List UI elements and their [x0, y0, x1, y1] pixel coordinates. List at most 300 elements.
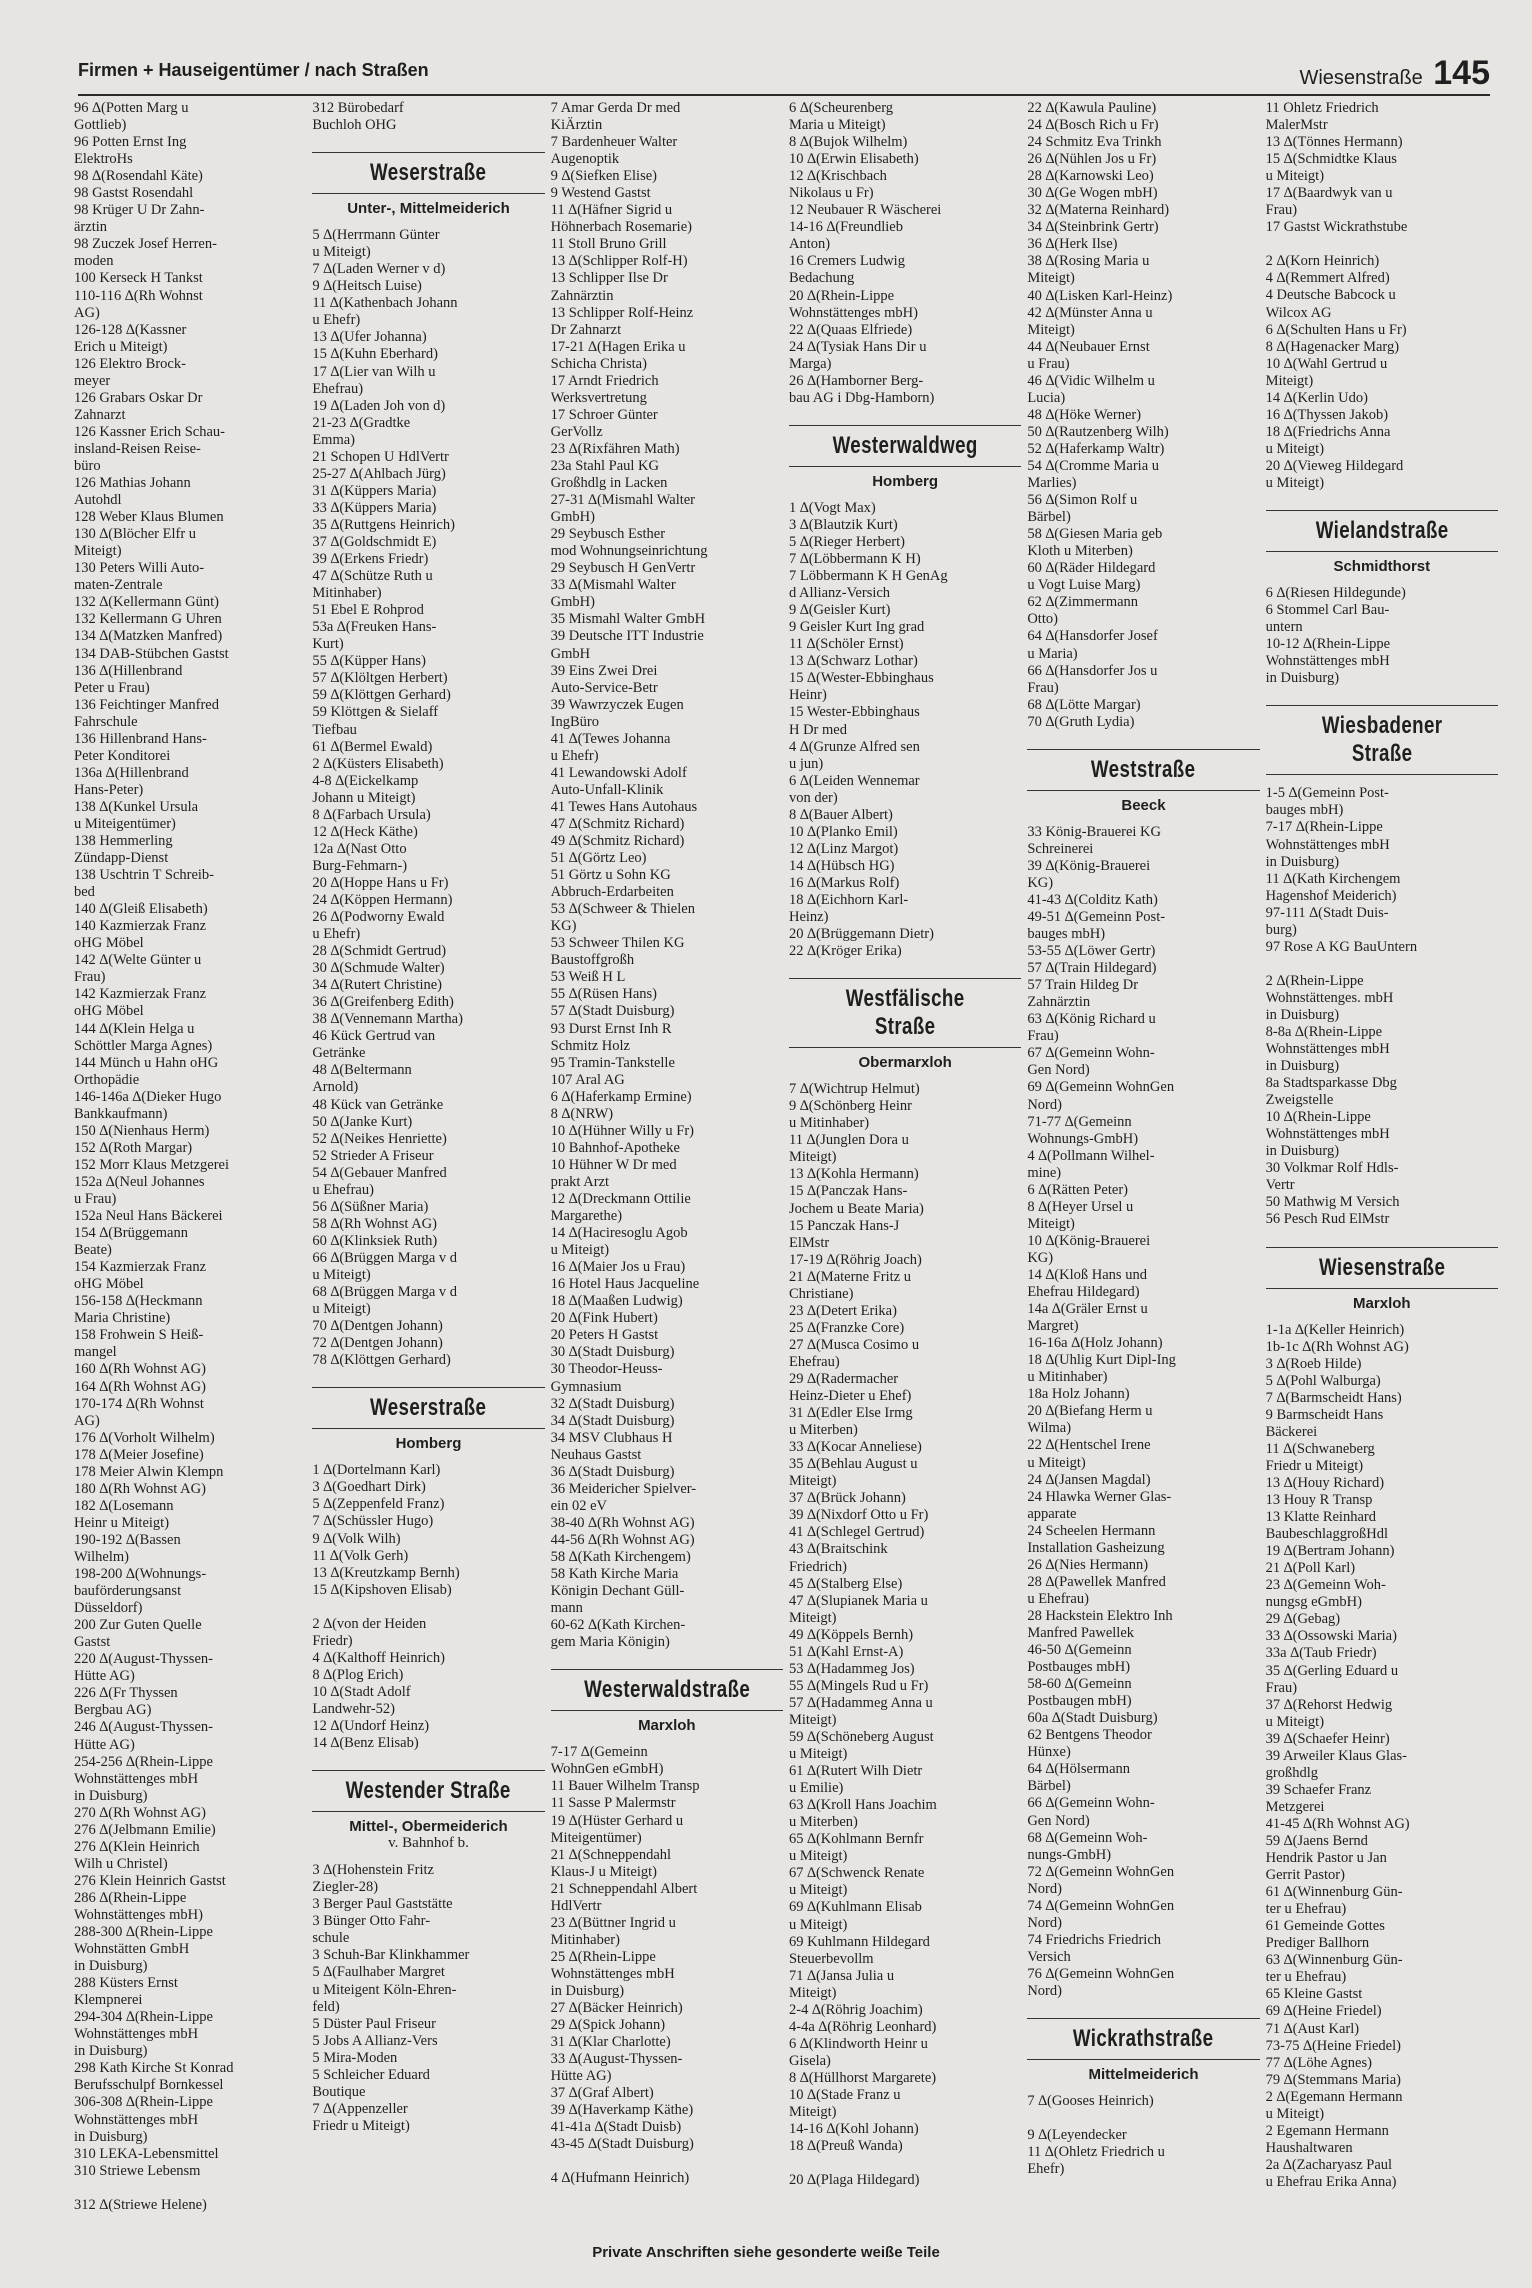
divider — [1027, 2059, 1259, 2060]
directory-entry-line: 7-17 ∆(Gemeinn — [550, 1744, 648, 1761]
directory-entry-line: 8 ∆(Heyer Ursel u — [1027, 1198, 1134, 1215]
directory-entry-line: 32 ∆(Stadt Duisburg) — [550, 1395, 675, 1412]
street-name: Westerwaldstraße — [583, 1676, 750, 1704]
directory-entry-line — [1266, 956, 1498, 973]
directory-entry-line: 19 ∆(Laden Joh von d) — [312, 397, 446, 414]
directory-entry-line: 136a ∆(Hillenbrand — [74, 764, 189, 781]
directory-entry-line: 11 Ohletz Friedrich — [1265, 100, 1379, 116]
directory-entry-line: 30 ∆(Stadt Duisburg) — [550, 1344, 675, 1361]
directory-entry-line: HdlVertr — [550, 1897, 602, 1914]
directory-entry-line: 6 ∆(Haferkamp Ermine) — [550, 1088, 692, 1105]
directory-entry-line: 33 ∆(Kocar Anneliese) — [788, 1439, 922, 1456]
directory-entry-line: 19 ∆(Hüster Gerhard u — [550, 1812, 684, 1829]
directory-entry-line: 70 ∆(Gruth Lydia) — [1027, 713, 1135, 730]
divider — [1027, 790, 1259, 791]
directory-entry-line: 30 ∆(Schmude Walter) — [312, 960, 445, 977]
directory-entry-line: 54 ∆(Cromme Maria u — [1027, 457, 1160, 474]
directory-entry-line: bau AG i Dbg-Hamborn) — [788, 389, 935, 406]
directory-entry-line: 35 Mismahl Walter GmbH — [550, 611, 706, 628]
directory-entry-line: 4-8 ∆(Eickelkamp — [312, 772, 419, 789]
directory-entry-line: 14-16 ∆(Freundlieb — [788, 219, 903, 236]
directory-entry-line: Ehefrau) — [788, 1353, 840, 1370]
section-note: v. Bahnhof b. — [388, 1835, 469, 1852]
directory-entry-line: 7 ∆(Laden Werner v d) — [312, 261, 446, 278]
directory-entry-line: Wohnstättenges mbH — [1265, 653, 1390, 670]
directory-entry-line: Werksvertretung — [550, 389, 647, 406]
directory-entry-line: 10 ∆(Wahl Gertrud u — [1265, 355, 1388, 372]
directory-entry-line: 39 ∆(König-Brauerei — [1027, 857, 1151, 874]
directory-entry-line: 8 ∆(NRW) — [550, 1105, 614, 1122]
divider — [312, 1428, 544, 1429]
directory-entry-line: 136 Feichtinger Manfred — [74, 696, 219, 713]
directory-entry-line: 13 Houy R Transp — [1265, 1492, 1373, 1509]
directory-entry-line: u Maria) — [1027, 645, 1078, 662]
directory-entry-line: 5 ∆(Zeppenfeld Franz) — [312, 1496, 445, 1513]
directory-entry-line: 11 Sasse P Malermstr — [550, 1795, 676, 1812]
directory-entry-line: Johann u Miteigt) — [312, 789, 416, 806]
directory-entry-line: gem Maria Königin) — [550, 1634, 670, 1651]
directory-entry-line: Miteigt) — [788, 1473, 837, 1490]
directory-entry-line: 36 ∆(Stadt Duisburg) — [550, 1463, 675, 1480]
directory-entry-line: 98 Zuczek Josef Herren- — [74, 236, 217, 253]
directory-entry-line: 294-304 ∆(Rhein-Lippe — [74, 2009, 213, 2026]
directory-entry-line: u Miteigent Köln-Ehren- — [312, 1981, 457, 1998]
directory-entry-line: 38 ∆(Vennemann Martha) — [312, 1011, 463, 1028]
directory-entry-line: Bergbau AG) — [74, 1702, 152, 1719]
directory-entry-line: 21 ∆(Poll Karl) — [1265, 1560, 1356, 1577]
directory-entry-line: u Vogt Luise Marg) — [1027, 577, 1141, 594]
directory-entry-line: Nord) — [1027, 1982, 1062, 1999]
divider — [312, 1770, 544, 1771]
directory-entry-line: 140 ∆(Gleiß Elisabeth) — [74, 901, 208, 918]
district-name: Marxloh — [638, 1717, 696, 1735]
district-name: Schmidthorst — [1333, 558, 1431, 576]
directory-entry-line: 39 ∆(Schaefer Heinr) — [1265, 1730, 1390, 1747]
directory-entry-line: IngBüro — [550, 713, 599, 730]
directory-entry-line: 18 ∆(Eichhorn Karl- — [788, 891, 909, 908]
directory-entry-line: insland-Reisen Reise- — [74, 440, 201, 457]
directory-entry-line: 24 ∆(Bosch Rich u Fr) — [1027, 117, 1159, 134]
directory-entry-line: 18 ∆(Maaßen Ludwig) — [550, 1293, 683, 1310]
street-name: Westfälische Straße — [845, 985, 965, 1041]
directory-entry-line: 71 ∆(Aust Karl) — [1265, 2020, 1360, 2037]
column — [74, 100, 306, 2250]
directory-entry-line: 11 ∆(Volk Gerh) — [312, 1547, 409, 1564]
directory-entry-line: 18 ∆(Uhlig Kurt Dipl-Ing — [1027, 1352, 1176, 1369]
directory-entry-line: 26 ∆(Podworny Ewald — [312, 909, 445, 926]
directory-entry-line: Versich — [1027, 1948, 1071, 1965]
directory-entry-line — [1027, 2110, 1259, 2127]
directory-entry-line: 40 ∆(Lisken Karl-Heinz) — [1027, 287, 1173, 304]
directory-entry-line: oHG Möbel — [74, 935, 144, 952]
directory-entry-line: 30 ∆(Ge Wogen mbH) — [1027, 185, 1158, 202]
directory-entry-line: 10 ∆(Hühner Willy u Fr) — [550, 1122, 694, 1139]
directory-entry-line: schule — [312, 1930, 350, 1947]
street-section-header — [1027, 2018, 1259, 2083]
directory-entry-line: Haushaltwaren — [1265, 2139, 1353, 2156]
directory-entry-line: Marga) — [788, 355, 832, 372]
directory-entry-line: Zahnarzt — [74, 406, 126, 423]
directory-entry-line: Nord) — [1027, 1914, 1062, 1931]
directory-entry-line: 5 ∆(Pohl Walburga) — [1265, 1372, 1381, 1389]
district-name: Marxloh — [1353, 1294, 1411, 1312]
directory-entry-line: 93 Durst Ernst Inh R — [550, 1020, 672, 1037]
directory-entry-line: 37 ∆(Goldschmidt E) — [312, 533, 437, 550]
directory-entry-line: 1-1a ∆(Keller Heinrich) — [1265, 1321, 1405, 1338]
directory-entry-line: Schmitz Holz — [550, 1037, 630, 1054]
directory-entry-line: 10 ∆(Stade Franz u — [788, 2086, 901, 2103]
directory-entry-line: 33 ∆(August-Thyssen- — [550, 2051, 683, 2068]
directory-entry-line: 65 Kleine Gastst — [1265, 1986, 1363, 2003]
directory-entry-line: 4 ∆(Remmert Alfred) — [1265, 270, 1390, 287]
directory-entry-line: Frau) — [1027, 679, 1059, 696]
directory-entry-line: 142 ∆(Welte Günter u — [74, 952, 202, 969]
directory-entry-line: Höhnerbach Rosemarie) — [550, 219, 692, 236]
directory-entry-line: 200 Zur Guten Quelle — [74, 1617, 202, 1634]
directory-entry-line: 45 ∆(Stalberg Else) — [788, 1575, 903, 1592]
directory-entry-line: 58-60 ∆(Gemeinn — [1027, 1676, 1132, 1693]
directory-entry-line: in Duisburg) — [74, 1958, 148, 1975]
directory-entry-line: Abbruch-Erdarbeiten — [550, 884, 674, 901]
directory-entry-line: 5 ∆(Faulhaber Margret — [312, 1964, 445, 1981]
directory-entry-line: 95 Tramin-Tankstelle — [550, 1054, 675, 1071]
directory-entry-line: Friedr u Miteigt) — [312, 2117, 410, 2134]
directory-entry-line: 58 ∆(Giesen Maria geb — [1027, 526, 1163, 543]
directory-entry-line: 68 ∆(Brüggen Marga v d — [312, 1284, 458, 1301]
directory-entry-line — [1266, 236, 1498, 253]
directory-entry-line: ElMstr — [788, 1234, 830, 1251]
directory-entry-line: 39 Deutsche ITT Industrie — [550, 628, 704, 645]
directory-entry-line: 12 ∆(Linz Margot) — [788, 840, 899, 857]
directory-entry-line: Maria u Miteigt) — [788, 117, 886, 134]
directory-entry-line: 1-5 ∆(Gemeinn Post- — [1265, 785, 1389, 802]
directory-entry-line: 3 Bünger Otto Fahr- — [312, 1913, 431, 1930]
directory-entry-line: 69 ∆(Heine Friedel) — [1265, 2003, 1382, 2020]
directory-entry-line: 10 ∆(Rhein-Lippe — [1265, 1109, 1371, 1126]
directory-entry-line: 254-256 ∆(Rhein-Lippe — [74, 1753, 213, 1770]
directory-entry-line: 7 Löbbermann K H GenAg — [788, 568, 948, 585]
directory-entry-line: mine) — [1027, 1164, 1062, 1181]
directory-entry-line: 50 ∆(Janke Kurt) — [312, 1113, 413, 1130]
directory-entry-line: moden — [74, 253, 114, 270]
directory-entry-line: 53a ∆(Freuken Hans- — [312, 619, 437, 636]
directory-entry-line: bed — [74, 884, 95, 901]
directory-entry-line: 138 ∆(Kunkel Ursula — [74, 798, 199, 815]
directory-entry-line: 18 ∆(Preuß Wanda) — [788, 2138, 903, 2155]
directory-entry-line: KG) — [550, 918, 577, 935]
directory-entry-line: Ehefr) — [1027, 2161, 1065, 2178]
directory-entry-line: 20 ∆(Brüggemann Dietr) — [788, 926, 934, 943]
directory-entry-line: u Miteigt) — [1265, 440, 1325, 457]
directory-entry-line: 37 ∆(Graf Albert) — [550, 2085, 654, 2102]
directory-entry-line: Wohnstättenges mbH — [1265, 1041, 1390, 1058]
directory-entry-line: Christiane) — [788, 1285, 854, 1302]
directory-entry-line: 47 ∆(Slupianek Maria u — [788, 1592, 928, 1609]
directory-entry-line: 142 Kazmierzak Franz — [74, 986, 207, 1003]
directory-entry-line: 37 ∆(Rehorst Hedwig — [1265, 1696, 1393, 1713]
directory-entry-line: 5 Düster Paul Friseur — [312, 2015, 436, 2032]
directory-entry-line: 34 ∆(Stadt Duisburg) — [550, 1412, 675, 1429]
street-section-header — [312, 1770, 544, 1852]
directory-entry-line: Miteigentümer) — [550, 1829, 642, 1846]
directory-entry-line: Zündapp-Dienst — [74, 850, 169, 867]
directory-entry-line: 28 ∆(Pawellek Manfred — [1027, 1573, 1166, 1590]
directory-entry-line: u Ehefrau Erika Anna) — [1265, 2173, 1397, 2190]
directory-entry-line: 16 ∆(Markus Rolf) — [788, 874, 900, 891]
directory-entry-line: GmbH) — [550, 594, 595, 611]
directory-entry-line: 10 ∆(Planko Emil) — [788, 823, 898, 840]
directory-entry-line: 57 Train Hildeg Dr — [1027, 977, 1139, 994]
directory-entry-line: mann — [550, 1600, 583, 1617]
directory-entry-line: Steuerbevollm — [788, 1950, 874, 1967]
directory-entry-line: WohnGen eGmbH) — [550, 1761, 664, 1778]
directory-entry-line: u Frau) — [74, 1191, 117, 1207]
directory-entry-line: Gottlieb) — [74, 117, 127, 134]
directory-entry-line: 59 Klöttgen & Sielaff — [312, 704, 439, 721]
directory-entry-line: MalerMstr — [1265, 117, 1328, 134]
directory-entry-line: 22 ∆(Kawula Pauline) — [1027, 100, 1157, 116]
directory-entry-line: meyer — [74, 372, 111, 389]
directory-entry-line: 27 ∆(Musca Cosimo u — [788, 1336, 920, 1353]
directory-entry-line: 126 Elektro Brock- — [74, 355, 186, 372]
directory-entry-line: Gen Nord) — [1027, 1062, 1090, 1079]
directory-entry-line: 60 ∆(Räder Hildegard — [1027, 560, 1156, 577]
directory-entry-line: 24 ∆(Köppen Hermann) — [312, 891, 453, 908]
directory-entry-line: 110-116 ∆(Rh Wohnst — [74, 287, 203, 304]
directory-entry-line: 17 Gastst Wickrathstube — [1265, 219, 1408, 236]
directory-entry-line: 20 ∆(Fink Hubert) — [550, 1310, 658, 1327]
directory-entry-line: 20 ∆(Hoppe Hans u Fr) — [312, 874, 449, 891]
directory-entry-line: 50 Mathwig M Versich — [1265, 1194, 1400, 1211]
directory-entry-line: 57 ∆(Stadt Duisburg) — [550, 1003, 675, 1020]
directory-entry-line: ElektroHs — [74, 151, 133, 168]
directory-entry-line: 132 ∆(Kellermann Günt) — [74, 594, 219, 611]
directory-entry-line: Installation Gasheizung — [1027, 1539, 1165, 1556]
directory-entry-line: 7 ∆(Appenzeller — [312, 2100, 408, 2117]
directory-entry-line: 156-158 ∆(Heckmann — [74, 1293, 203, 1310]
directory-entry-line: 10 ∆(König-Brauerei — [1027, 1232, 1151, 1249]
column — [312, 100, 544, 2250]
directory-entry-line: 72 ∆(Dentgen Johann) — [312, 1335, 443, 1352]
directory-entry-line: 21 Schopen U HdlVertr — [312, 448, 449, 465]
directory-entry-line: Wohnstättenges mbH — [550, 1965, 675, 1982]
directory-entry-line: Heinz-Dieter u Ehef) — [788, 1388, 912, 1405]
district-name: Homberg — [872, 472, 939, 490]
directory-entry-line: 6 ∆(Schulten Hans u Fr) — [1265, 321, 1407, 338]
directory-entry-line: 11 Stoll Bruno Grill — [550, 236, 667, 253]
directory-entry-line: 34 ∆(Steinbrink Gertr) — [1027, 219, 1159, 236]
directory-entry-line: 49-51 ∆(Gemeinn Post- — [1027, 909, 1166, 926]
directory-entry-line: 2 ∆(Rhein-Lippe — [1265, 972, 1364, 989]
directory-entry-line: Schreinerei — [1027, 840, 1094, 857]
directory-entry-line: 7 ∆(Gooses Heinrich) — [1027, 2093, 1154, 2110]
directory-entry-line: 24 ∆(Tysiak Hans Dir u — [788, 338, 927, 355]
directory-entry-line: burg) — [1265, 921, 1297, 938]
directory-entry-line: 11 ∆(Kath Kirchengem — [1265, 870, 1401, 887]
directory-entry-line: 29 ∆(Radermacher — [788, 1371, 899, 1387]
directory-entry-line: Baustoffgroßh — [550, 952, 635, 969]
directory-entry-line: Margarethe) — [550, 1208, 623, 1225]
directory-entry-line: 62 ∆(Zimmermann — [1027, 594, 1139, 611]
directory-entry-line: 53 ∆(Hadammeg Jos) — [788, 1660, 915, 1677]
directory-entry-line: 38 ∆(Rosing Maria u — [1027, 253, 1150, 270]
directory-entry-line: 35 ∆(Gerling Eduard u — [1265, 1662, 1399, 1679]
directory-entry-line: 25 ∆(Rhein-Lippe — [550, 1948, 656, 1965]
directory-entry-line: GmbH) — [550, 509, 595, 526]
street-name: Weserstraße — [370, 159, 487, 187]
directory-entry-line: 17-21 ∆(Hagen Erika u — [550, 338, 686, 355]
directory-entry-line: 52 ∆(Haferkamp Waltr) — [1027, 440, 1165, 457]
directory-entry-line: Buchloh OHG — [312, 117, 397, 134]
directory-entry-line: 3 ∆(Blautzik Kurt) — [788, 516, 898, 533]
directory-entry-line: Kloth u Miterben) — [1027, 543, 1133, 560]
district-name: Mittelmeiderich — [1088, 2066, 1199, 2084]
directory-entry-line: 8 ∆(Bauer Albert) — [788, 806, 893, 823]
directory-entry-line: Miteigt) — [788, 1149, 837, 1166]
directory-entry-line: 25-27 ∆(Ahlbach Jürg) — [312, 465, 446, 482]
divider — [312, 1387, 544, 1388]
directory-entry-line: mod Wohnungseinrichtung — [550, 543, 708, 560]
directory-entry-line: 5 Schleicher Eduard — [312, 2066, 430, 2083]
directory-entry-line: 24 Scheelen Hermann — [1027, 1522, 1156, 1539]
directory-entry-line: Miteigt) — [1027, 270, 1075, 287]
directory-entry-line: 13 ∆(Kohla Hermann) — [788, 1166, 919, 1183]
directory-entry-line: 67 ∆(Gemeinn Wohn- — [1027, 1045, 1155, 1062]
directory-entry-line: Vertr — [1265, 1177, 1295, 1194]
directory-entry-line: 11 Bauer Wilhelm Transp — [550, 1778, 700, 1795]
directory-entry-line: Miteigt) — [788, 1711, 837, 1728]
directory-entry-line: 13 Schlipper Rolf-Heinz — [550, 304, 694, 321]
directory-entry-line: 63 ∆(König Richard u — [1027, 1011, 1156, 1028]
directory-entry-line: 58 Kath Kirche Maria — [550, 1566, 679, 1583]
directory-entry-line: Schicha Christa) — [550, 355, 647, 372]
district-name: Homberg — [395, 1435, 462, 1453]
directory-entry-line: Peter u Frau) — [74, 679, 150, 696]
directory-entry-line: 37 ∆(Brück Johann) — [788, 1490, 906, 1507]
directory-entry-line: u Miteigt) — [788, 1746, 848, 1763]
directory-entry-line: Erich u Miteigt) — [74, 338, 168, 355]
directory-entry-line: Burg-Fehmarn-) — [312, 857, 408, 874]
divider — [1266, 1288, 1498, 1289]
directory-entry-line: Schöttler Marga Agnes) — [74, 1037, 213, 1054]
directory-entry-line: Wilhelm) — [74, 1548, 129, 1565]
directory-entry-line: Bankkaufmann) — [74, 1105, 168, 1122]
directory-entry-line: großhdlg — [1265, 1764, 1318, 1781]
directory-entry-line: 6 ∆(Riesen Hildegunde) — [1265, 585, 1406, 602]
directory-entry-line: Mitinhaber) — [550, 1931, 620, 1948]
page-footer: Private Anschriften siehe gesonderte weiße Teile — [592, 2244, 940, 2261]
street-name: Wielandstraße — [1315, 517, 1449, 545]
directory-entry-line: 58 ∆(Kath Kirchengem) — [550, 1548, 691, 1565]
directory-entry-line: 71 ∆(Jansa Julia u — [788, 1967, 895, 1984]
directory-entry-line: 178 ∆(Meier Josefine) — [74, 1446, 204, 1463]
directory-entry-line: in Duisburg) — [74, 2043, 148, 2060]
directory-entry-line: 51 Ebel E Rohprod — [312, 602, 424, 619]
directory-entry-line: 24 ∆(Jansen Magdal) — [1027, 1471, 1151, 1488]
directory-entry-line: 62 Bentgens Theodor — [1027, 1727, 1152, 1744]
directory-entry-line: 152 ∆(Roth Margar) — [74, 1139, 193, 1156]
directory-entry-line: in Duisburg) — [1265, 1143, 1340, 1160]
directory-entry-line: 42 ∆(Münster Anna u — [1027, 304, 1153, 321]
directory-entry-line: 6 ∆(Rätten Peter) — [1027, 1181, 1128, 1198]
divider — [1266, 1247, 1498, 1248]
street-name: Wiesenstraße — [1318, 1253, 1445, 1281]
directory-entry-line: 13 Schlipper Ilse Dr — [550, 270, 668, 287]
directory-entry-line: 49 ∆(Schmitz Richard) — [550, 833, 685, 850]
divider — [789, 1047, 1021, 1048]
directory-entry-line: 14 ∆(Kerlin Udo) — [1265, 389, 1368, 406]
directory-entry-line: 4 ∆(Kalthoff Heinrich) — [312, 1649, 445, 1666]
directory-entry-line: 130 ∆(Blöcher Elfr u — [74, 526, 197, 543]
directory-entry-line: 1b-1c ∆(Rh Wohnst AG) — [1265, 1338, 1409, 1355]
column — [1027, 100, 1259, 2250]
directory-entry-line: 26 ∆(Hamborner Berg- — [788, 372, 924, 389]
directory-entry-line: feld) — [312, 1998, 340, 2015]
district-name: Obermarxloh — [858, 1054, 952, 1072]
directory-entry-line: ter u Ehefrau) — [1265, 1969, 1347, 1986]
directory-entry-line: 28 ∆(Schmidt Gertrud) — [312, 943, 447, 960]
directory-entry-line: 8 ∆(Plog Erich) — [312, 1666, 404, 1683]
directory-entry-line: 15 ∆(Kipshoven Elisab) — [312, 1581, 452, 1598]
directory-entry-line: 41 ∆(Schlegel Gertrud) — [788, 1524, 925, 1541]
directory-entry-line: u Miteigt) — [788, 1916, 848, 1933]
directory-entry-line: 306-308 ∆(Rhein-Lippe — [74, 2094, 213, 2111]
directory-entry-line: u Miteigt) — [1027, 1454, 1086, 1471]
district-name: Unter-, Mittelmeiderich — [347, 200, 510, 218]
directory-entry-line: 41-41a ∆(Stadt Duisb) — [550, 2119, 682, 2136]
directory-entry-line: Heinz) — [788, 909, 829, 926]
directory-entry-line: Neuhaus Gastst — [550, 1446, 642, 1463]
directory-entry-line: Jochem u Beate Maria) — [788, 1200, 924, 1217]
directory-entry-line: 7 ∆(Löbbermann K H) — [788, 551, 921, 568]
directory-entry-line: 20 ∆(Biefang Herm u — [1027, 1403, 1153, 1420]
directory-entry-line: 63 ∆(Kroll Hans Joachim — [788, 1797, 937, 1814]
directory-entry-line: Miteigt) — [788, 2104, 837, 2121]
directory-entry-line: 58 ∆(Rh Wohnst AG) — [312, 1215, 437, 1232]
directory-entry-line: 14-16 ∆(Kohl Johann) — [788, 2121, 919, 2138]
street-section-header — [789, 425, 1021, 490]
directory-entry-line: 23 ∆(Gemeinn Woh- — [1265, 1577, 1386, 1594]
directory-entry-line: 15 ∆(Schmidtke Klaus — [1265, 151, 1397, 168]
directory-entry-line: u Miteigt) — [1265, 2105, 1325, 2122]
directory-entry-line: Hendrik Pastor u Jan — [1265, 1850, 1387, 1867]
street-section-header — [1266, 705, 1498, 775]
directory-entry-line: 38-40 ∆(Rh Wohnst AG) — [550, 1514, 695, 1531]
directory-entry-line: Margret) — [1027, 1318, 1079, 1335]
directory-entry-line: 66 ∆(Brüggen Marga v d — [312, 1249, 458, 1266]
directory-entry-line: 47 ∆(Schmitz Richard) — [550, 815, 685, 832]
directory-entry-line: 13 ∆(Ufer Johanna) — [312, 329, 427, 346]
directory-entry-line: 72 ∆(Gemeinn WohnGen — [1027, 1863, 1175, 1880]
directory-entry-line: 19 ∆(Bertram Johann) — [1265, 1543, 1395, 1560]
directory-entry-line: 17 ∆(Lier van Wilh u — [312, 363, 436, 380]
directory-entry-line: 12 ∆(Dreckmann Ottilie — [550, 1191, 691, 1207]
directory-entry-line: 53-55 ∆(Löwer Gertr) — [1027, 943, 1156, 960]
directory-entry-line: 7 ∆(Barmscheidt Hans) — [1265, 1389, 1402, 1406]
directory-entry-line: 57 ∆(Train Hildegard) — [1027, 960, 1157, 977]
directory-entry-line: 10 ∆(Erwin Elisabeth) — [788, 151, 919, 168]
directory-entry-line: 182 ∆(Losemann — [74, 1497, 174, 1514]
directory-entry-line: Wilcox AG — [1265, 304, 1332, 321]
directory-entry-line: 17 Schroer Günter — [550, 406, 658, 423]
directory-entry-line: Kurt) — [312, 636, 344, 653]
directory-entry-line: Gisela) — [788, 2052, 831, 2069]
directory-entry-line: 67 ∆(Schwenck Renate — [788, 1865, 925, 1882]
divider — [312, 152, 544, 153]
directory-entry-line: 59 ∆(Jaens Bernd — [1265, 1832, 1368, 1849]
directory-entry-line: 11 ∆(Schöler Ernst) — [788, 636, 904, 653]
directory-entry-line: 12 ∆(Undorf Heinz) — [312, 1717, 430, 1734]
